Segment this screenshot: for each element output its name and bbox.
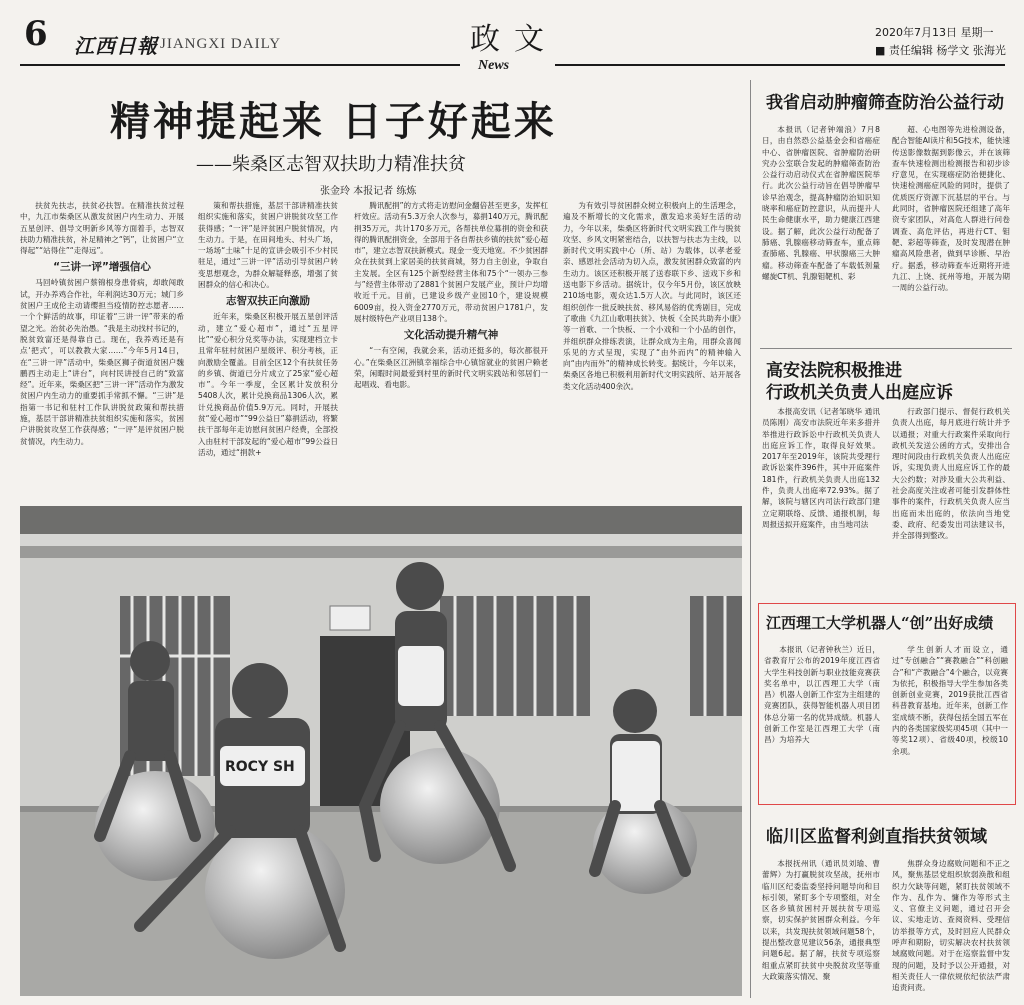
lead-subheading: 志智双扶正向激励 (226, 295, 310, 308)
story-paragraph: 本报讯（记者钟秋兰）近日，省教育厅公布的2019年度江西省大学生科技创新与职业技能竞赛获奖名单中，以江西理工大学（南昌）机器人创新工作室为主组建的竞赛团队，获得智能机器人项目团体总分第一名的优异成绩。机器人创新工作室是江西理工大学（南昌）为培养大 (764, 645, 880, 745)
lead-paragraph: 马回岭镇贫困户蔡锦根身患骨病，却敢闯敢试，开办养鸡合作社，年利润达30万元；城门乡贫困户王成伦主动请缨担当疫情防控志愿者……一个个鲜活的故事，印证着“三讲一评”带来的希望之光。治贫必先治愚。“我是主动找村书记的，脱贫致富还是得靠自己。现在，我养鸡还是有点‘把式’，可以教教大家……”今年5月14日，在“三讲一评”活动中，柴桑区狮子街道贫困户魏鹏西主动走上“讲台”，向村民讲授自己的“致富经”。近年来，柴桑区把“三讲一评”活动作为激发贫困户内生动力的重要抓手常抓不懈。“三讲”是指第一书记和驻村工作队讲脱贫政策和帮扶措施，基层干部讲精准扶贫组织实施和落实，贫困户讲脱贫攻坚工作获得感；“一评”是评贫困户脱贫情况，内生动力。 (20, 278, 184, 446)
lead-subheadline: ——柴桑区志智双扶助力精准扶贫 (196, 154, 466, 175)
lead-subheading: “三讲一评”增强信心 (53, 261, 151, 274)
masthead (0, 0, 1024, 73)
lead-column-3 (354, 200, 548, 500)
story3-column-right (892, 644, 1008, 799)
lead-byline: 张金玲 本报记者 练炼 (320, 186, 417, 197)
lead-paragraph: 为有效引导贫困群众树立积极向上的生活理念，遍及不断增长的文化需求，激发追求美好生活的动力，今年以来，柴桑区将新时代文明实践工作与脱贫攻坚、乡风文明紧密结合，以扶智与扶志为主线，以新时代文明实践中心（所、站）为载体，以孝老爱亲、感恩社会活动为切入点，激发贫困群众致富的内生动力。该区还积极开展了送春联下乡、送戏下乡和送电影下乡活动。据统计，仅今年5月份，该区放映210场电影，观众达1.5万人次。与此同时，该区还组织创作一批反映扶贫、移风易俗的优秀剧目，完成了歌曲《九江山歌唱扶贫》、快板《全民共助奔小康》等一首歌、一个快板、一个小戏和一个小品的创作，并组织群众排练表演，让群众成为主角，用群众喜闻乐见的方式呈现，实现了“由外而内”的精神输入向“由内而外”的精神成长转变。据统计，今年以来，柴桑区各地已积极利用新时代文明实践所、站开展各类文化活动400余次。 (563, 201, 741, 391)
masthead-rule (20, 64, 460, 66)
page-number: 6 (24, 14, 48, 54)
section-title: 政文 (470, 22, 558, 57)
section-title-en: News (478, 58, 510, 73)
story4-column-right (892, 858, 1010, 998)
masthead-rule-right (555, 64, 1005, 66)
story4-headline: 临川区监督利剑直指扶贫领域 (766, 827, 987, 847)
story2-headline-line1: 高安法院积极推进 (766, 361, 902, 381)
story3-headline: 江西理工大学机器人“创”出好成绩 (766, 614, 994, 632)
lead-paragraph: 扶贫先扶志，扶贫必扶智。在精准扶贫过程中，九江市柴桑区从激发贫困户内生动力、开展五星创评、倡导文明新乡风等方面着手，志智双扶助力精准扶贫，补足精神之“钙”，让贫困户“立得起”“站得住”“走得远”。 (20, 201, 184, 256)
lead-paragraph: 策和帮扶措施，基层干部讲精准扶贫组织实施和落实，贫困户讲脱贫攻坚工作获得感；“一评”是评贫困户脱贫情况，内生动力。于是，在田间地头、村头广场，一场场“土味”十足的宣讲会吸引不少村民驻足，通过“三讲一评”活动引导贫困户转变思想观念，为群众解疑释惑，增强了贫困群众的信心和决心。 (198, 201, 338, 290)
story4-column-left (762, 858, 880, 998)
story-paragraph: 本报高安讯（记者邹晓华 通讯员陈刚）高安市法院近年来多措并举推进行政诉讼中行政机关负责人出庭应诉工作，取得良好效果。2017年至2019年，该院共受理行政诉讼案件396件，其中开庭案件181件，行政机关负责人出庭132件，负责人出庭率72.93%。据了解，该院与辖区内司法行政部门建立定期联络、反馈、通报机制，每周报送拟开庭案件，由当地司法 (762, 407, 880, 529)
shirt-print-text: ROCY SH (225, 759, 295, 775)
lead-subheading: 文化活动提升精气神 (403, 329, 499, 342)
story1-column-right (892, 124, 1010, 354)
lead-photo (20, 506, 742, 996)
lead-column-2 (198, 200, 338, 500)
paper-name-en: JIANGXI DAILY (160, 36, 282, 52)
paper-logo: 江西日報 (74, 34, 158, 58)
story-paragraph: 超、心电图等先进检测设备，配合智能AI读片和5G技术，能快速传送影像数据到影像云，并在该筛查车快速检测出检测报告和初步诊疗意见，在实现癌症防治便捷化、快速检测癌症风险的同时，提供了优质医疗资源下沉基层的平台。与此同时，省肿瘤医院还组建了高年资专家团队，对高危人群进行问卷调查、高危评估，再进行CT、钼靶、彩超等筛查，及时发现潜在肿瘤高风险患者，做到早诊断、早治疗。据悉，移动筛查车近期将开进九江、上饶、抚州等地，开展为期一周的公益行动。 (892, 125, 1010, 293)
story2-column-right (892, 406, 1010, 596)
story-paragraph: 焦群众身边腐败问题和不正之风，聚焦基层党组织软弱涣散和组织力欠缺等问题，紧盯扶贫领域不作为、乱作为、慵作为等形式主义、官僚主义问题，通过召开会议、实地走访、查阅资料、受理信访举报等方式，及时回应人民群众呼声和期盼，切实解决农村扶贫领域腐败问题。对于在巡察监督中发现的问题，及时予以公开通报，对相关责任人一律依规依纪依法严肃追责问责。 (892, 859, 1010, 993)
story1-column-left (762, 124, 880, 354)
lead-paragraph: 近年来，柴桑区积极开展五星创评活动，建立“爱心超市”，通过“五星评比”“爱心积分兑奖等办法，实现建档立卡且常年驻村贫困户星级评、积分考核，正向激励全覆盖。目前全区12个有扶贫任务的乡镇、街道已分片成立了25家“爱心超市”。今年一季度，全区累计发放积分5408人次，累计兑换商品1306人次，累计兑换商品价值5.9万元。同时，开展扶贫“爱心超市”“99公益日”募捐活动，将繁扶干部每年走访慰问贫困户经费，全部投入由驻村干部发起的“爱心超市”99公益日活动，通过“捐款+ (198, 312, 338, 457)
editors: ■ 责任编辑 杨学文 张海光 (875, 44, 1006, 57)
story3-column-left (764, 644, 880, 799)
lead-headline: 精神提起来 日子好起来 (110, 98, 557, 145)
story2-headline-line2: 行政机关负责人出庭应诉 (766, 383, 953, 403)
issue-date: 2020年7月13日 星期一 (875, 26, 994, 39)
lead-column-1 (20, 200, 184, 500)
column-divider (750, 80, 751, 998)
story-paragraph: 本报抚州讯（通讯员刘瑜、曹蕾辉）为打赢脱贫攻坚战，抚州市临川区纪委监委坚持问题导向和目标引领，紧盯多个专项整组，对全区各乡镇贫困村开展扶贫专项巡察，切实保护贫困群众利益。今年以来，共发现扶贫领域问题58个，提出整改意见建议56条，通报典型问题6起。据了解，扶贫专项巡察组重点紧盯扶贫中央脱贫攻坚等重大政策落实情况、聚 (762, 859, 880, 981)
story1-headline: 我省启动肿瘤筛查防治公益行动 (766, 93, 1004, 113)
story-paragraph: 本报讯（记者钟端浪）7月8日，由自然恐公益基金会和省癌症中心、省肿瘤医院、省肿瘤防治研究办公室联合发起的肿瘤筛查防治公益行动启动仪式在省肿瘤医院举行。此次公益行动旨在倡导肿瘤早诊早治观念，提高肿瘤防治知识知晓率和癌症防控意识，从而提升人民生命健康水平，助力健康江西建设。据了解，此次公益行动配备了肺癌、乳腺癌移动筛查车，重点筛查肺癌、乳腺癌、甲状腺癌三大肿瘤。移动筛查车配备了车载低剂量螺旋CT机、乳腺钼靶机、彩 (762, 125, 880, 281)
children-playing-image (20, 506, 742, 996)
story-divider (760, 348, 1012, 349)
story-paragraph: 学生创新人才而设立，通过“专创融合”“赛教融合”“科创融合”和“产教融合”4个融合，以竞赛为依托，积极指导大学生参加各类创新创业竞赛，2019获批江西省科普教育基地。近年来，创新工作室成绩不断，获得包括全国五军在内的各类国家级奖项45项（其中一等奖12项）、省级40项，校级10余项。 (892, 645, 1008, 756)
lead-paragraph: 腾讯配捐”的方式将走访慰问金翻倍甚至更多，发挥杠杆效应。活动有5.3万余人次参与，募捐140万元，腾讯配捐35万元，共计170多万元，各帮扶单位募捐的资金和获得的腾讯配捐资金，全部用于各自帮扶乡镇的扶贫“爱心超市”，建立志智双扶新模式。现金一变天地宽。不少贫困群众在扶贫到上家居美的扶贫商城，努力自主创业，争取自主发展。全区有125个新型经营主体和75个“一领办三参与”经营主体带动了2881个贫困户发展产业，预计户均增收近千元。目前，已建设乡级产业园10个，建设规模6009亩，投入资金2770万元，带动贫困户1781户，发展村级特色产业项目138个。 (354, 201, 548, 323)
lead-paragraph: “一有空闲，我就会来，活动还挺多的，每次都很开心。”在柴桑区江洲镇幸福综合中心镇馆就业的贫困户赖老荣，闲暇时间最爱到村里的新时代文明实践站和邻居们一起唱戏、看电影。 (354, 346, 548, 390)
story-paragraph: 行政部门提示、督促行政机关负责人出庭，每月底进行统计并予以通报；对重大行政案件采取向行政机关发送公函的方式，安排出合理时间段由行政机关负责人出庭应诉，实现负责人出庭应诉工作的最大公约数；对涉及重大公共利益、社会高度关注或者可能引发群体性事件的案件，行政机关负责人应当出庭而未出庭的，依法向当地党委、政府、纪委发出司法建议书，并全部得到整改。 (892, 407, 1010, 541)
lead-column-4 (563, 200, 741, 500)
story2-column-left (762, 406, 880, 596)
